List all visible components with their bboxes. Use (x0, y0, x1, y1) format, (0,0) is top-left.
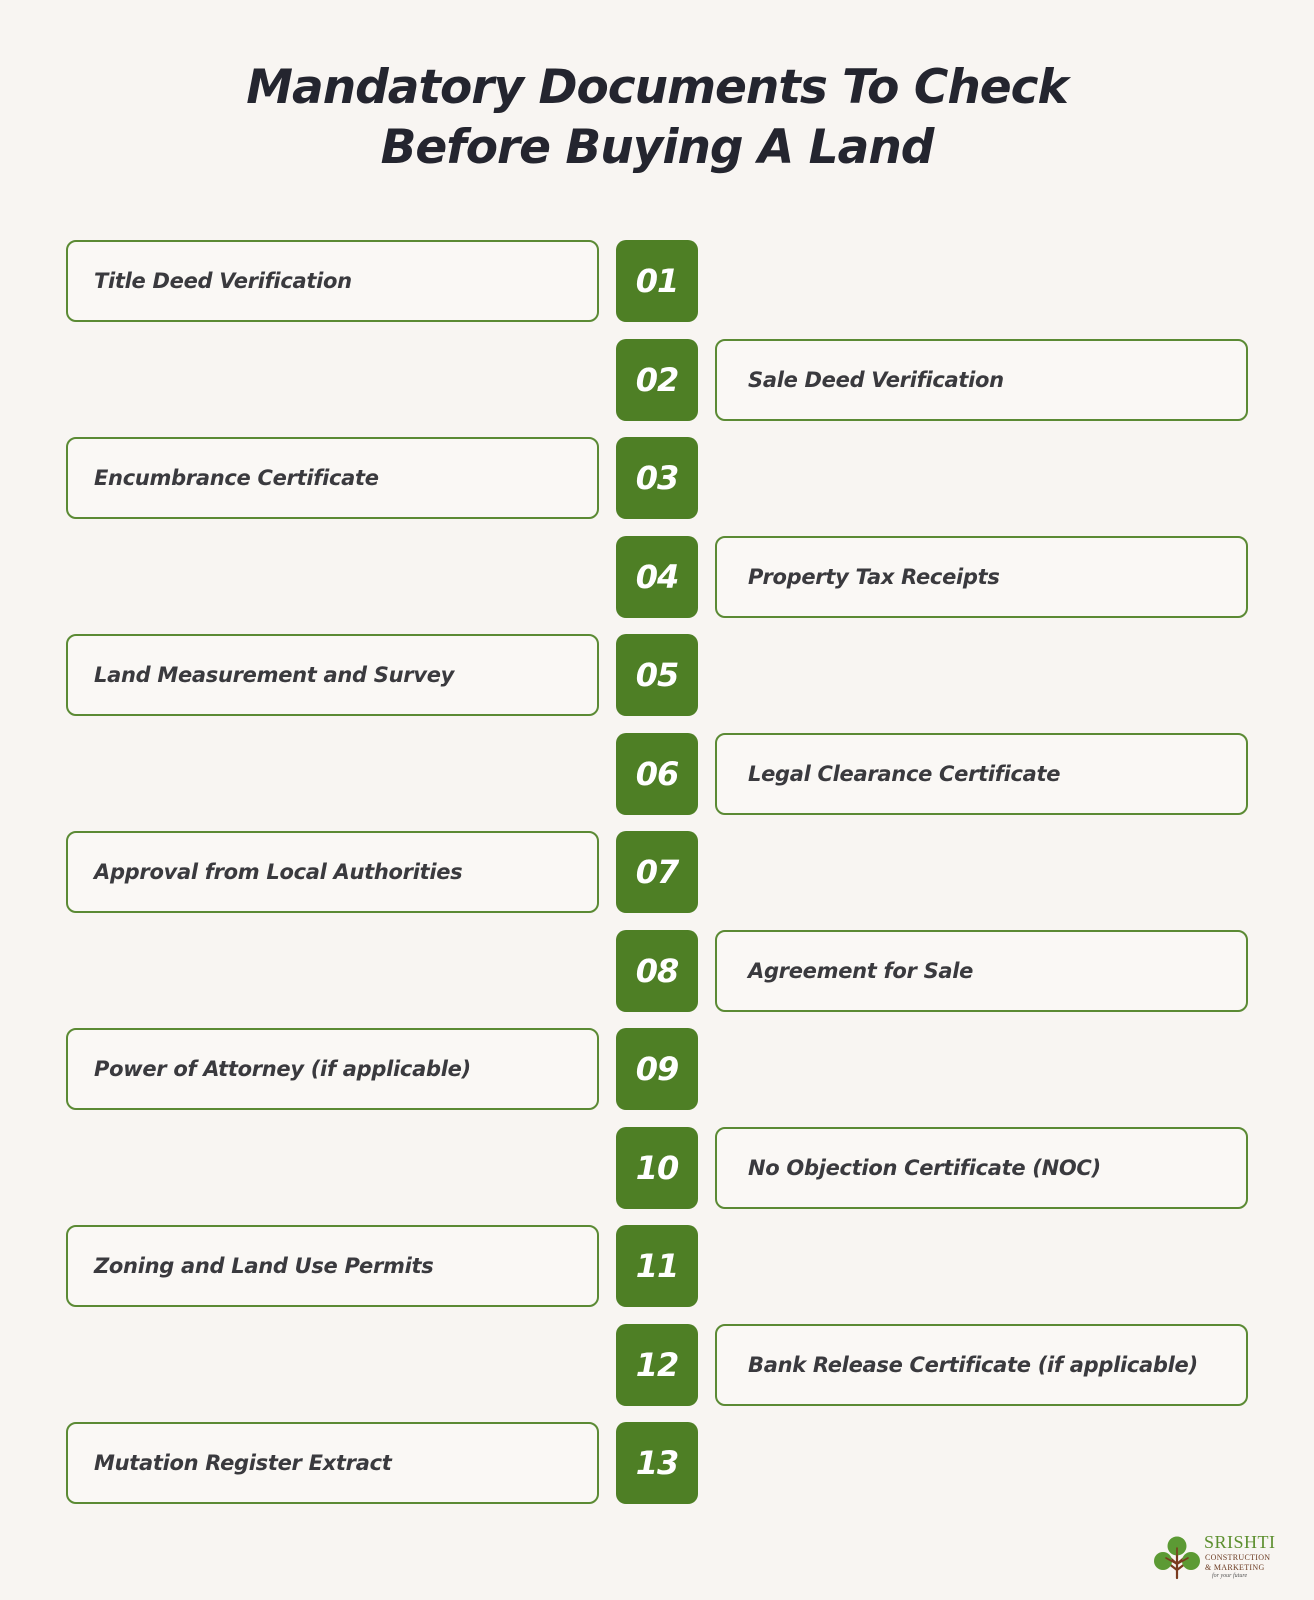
number-badge: 07 (616, 831, 698, 913)
list-item-04 (0, 536, 1314, 618)
number-badge: 06 (616, 733, 698, 815)
document-card: Property Tax Receipts (715, 536, 1248, 618)
document-card: No Objection Certificate (NOC) (715, 1127, 1248, 1209)
document-card: Bank Release Certificate (if applicable) (715, 1324, 1248, 1406)
list-item-08 (0, 930, 1314, 1012)
logo-tagline: for your future (1212, 1573, 1248, 1579)
document-card: Agreement for Sale (715, 930, 1248, 1012)
document-card: Mutation Register Extract (66, 1422, 599, 1504)
number-badge: 11 (616, 1225, 698, 1307)
logo-line-2: & MARKETING (1205, 1563, 1265, 1572)
document-card: Power of Attorney (if applicable) (66, 1028, 599, 1110)
list-item-13 (0, 1422, 1314, 1504)
document-card: Zoning and Land Use Permits (66, 1225, 599, 1307)
number-badge: 05 (616, 634, 698, 716)
document-card: Approval from Local Authorities (66, 831, 599, 913)
number-badge: 02 (616, 339, 698, 421)
number-badge: 12 (616, 1324, 698, 1406)
company-logo (1152, 1530, 1302, 1590)
number-badge: 01 (616, 240, 698, 322)
number-badge: 13 (616, 1422, 698, 1504)
document-card: Title Deed Verification (66, 240, 599, 322)
list-item-11 (0, 1225, 1314, 1307)
tree-icon (1152, 1534, 1202, 1580)
list-item-05 (0, 634, 1314, 716)
document-card: Land Measurement and Survey (66, 634, 599, 716)
logo-line-1: CONSTRUCTION (1205, 1553, 1271, 1562)
title-line-1: Mandatory Documents To Check (246, 60, 1068, 115)
logo-brand: SRISHTI (1204, 1532, 1276, 1552)
list-item-06 (0, 733, 1314, 815)
list-item-02 (0, 339, 1314, 421)
number-badge: 08 (616, 930, 698, 1012)
list-item-01 (0, 240, 1314, 322)
list-item-03 (0, 437, 1314, 519)
list-item-07 (0, 831, 1314, 913)
page-title (0, 58, 1314, 178)
list-item-10 (0, 1127, 1314, 1209)
document-card: Encumbrance Certificate (66, 437, 599, 519)
document-card: Sale Deed Verification (715, 339, 1248, 421)
number-badge: 03 (616, 437, 698, 519)
number-badge: 09 (616, 1028, 698, 1110)
number-badge: 10 (616, 1127, 698, 1209)
document-card: Legal Clearance Certificate (715, 733, 1248, 815)
number-badge: 04 (616, 536, 698, 618)
list-item-12 (0, 1324, 1314, 1406)
list-item-09 (0, 1028, 1314, 1110)
title-line-2: Before Buying A Land (380, 120, 934, 175)
